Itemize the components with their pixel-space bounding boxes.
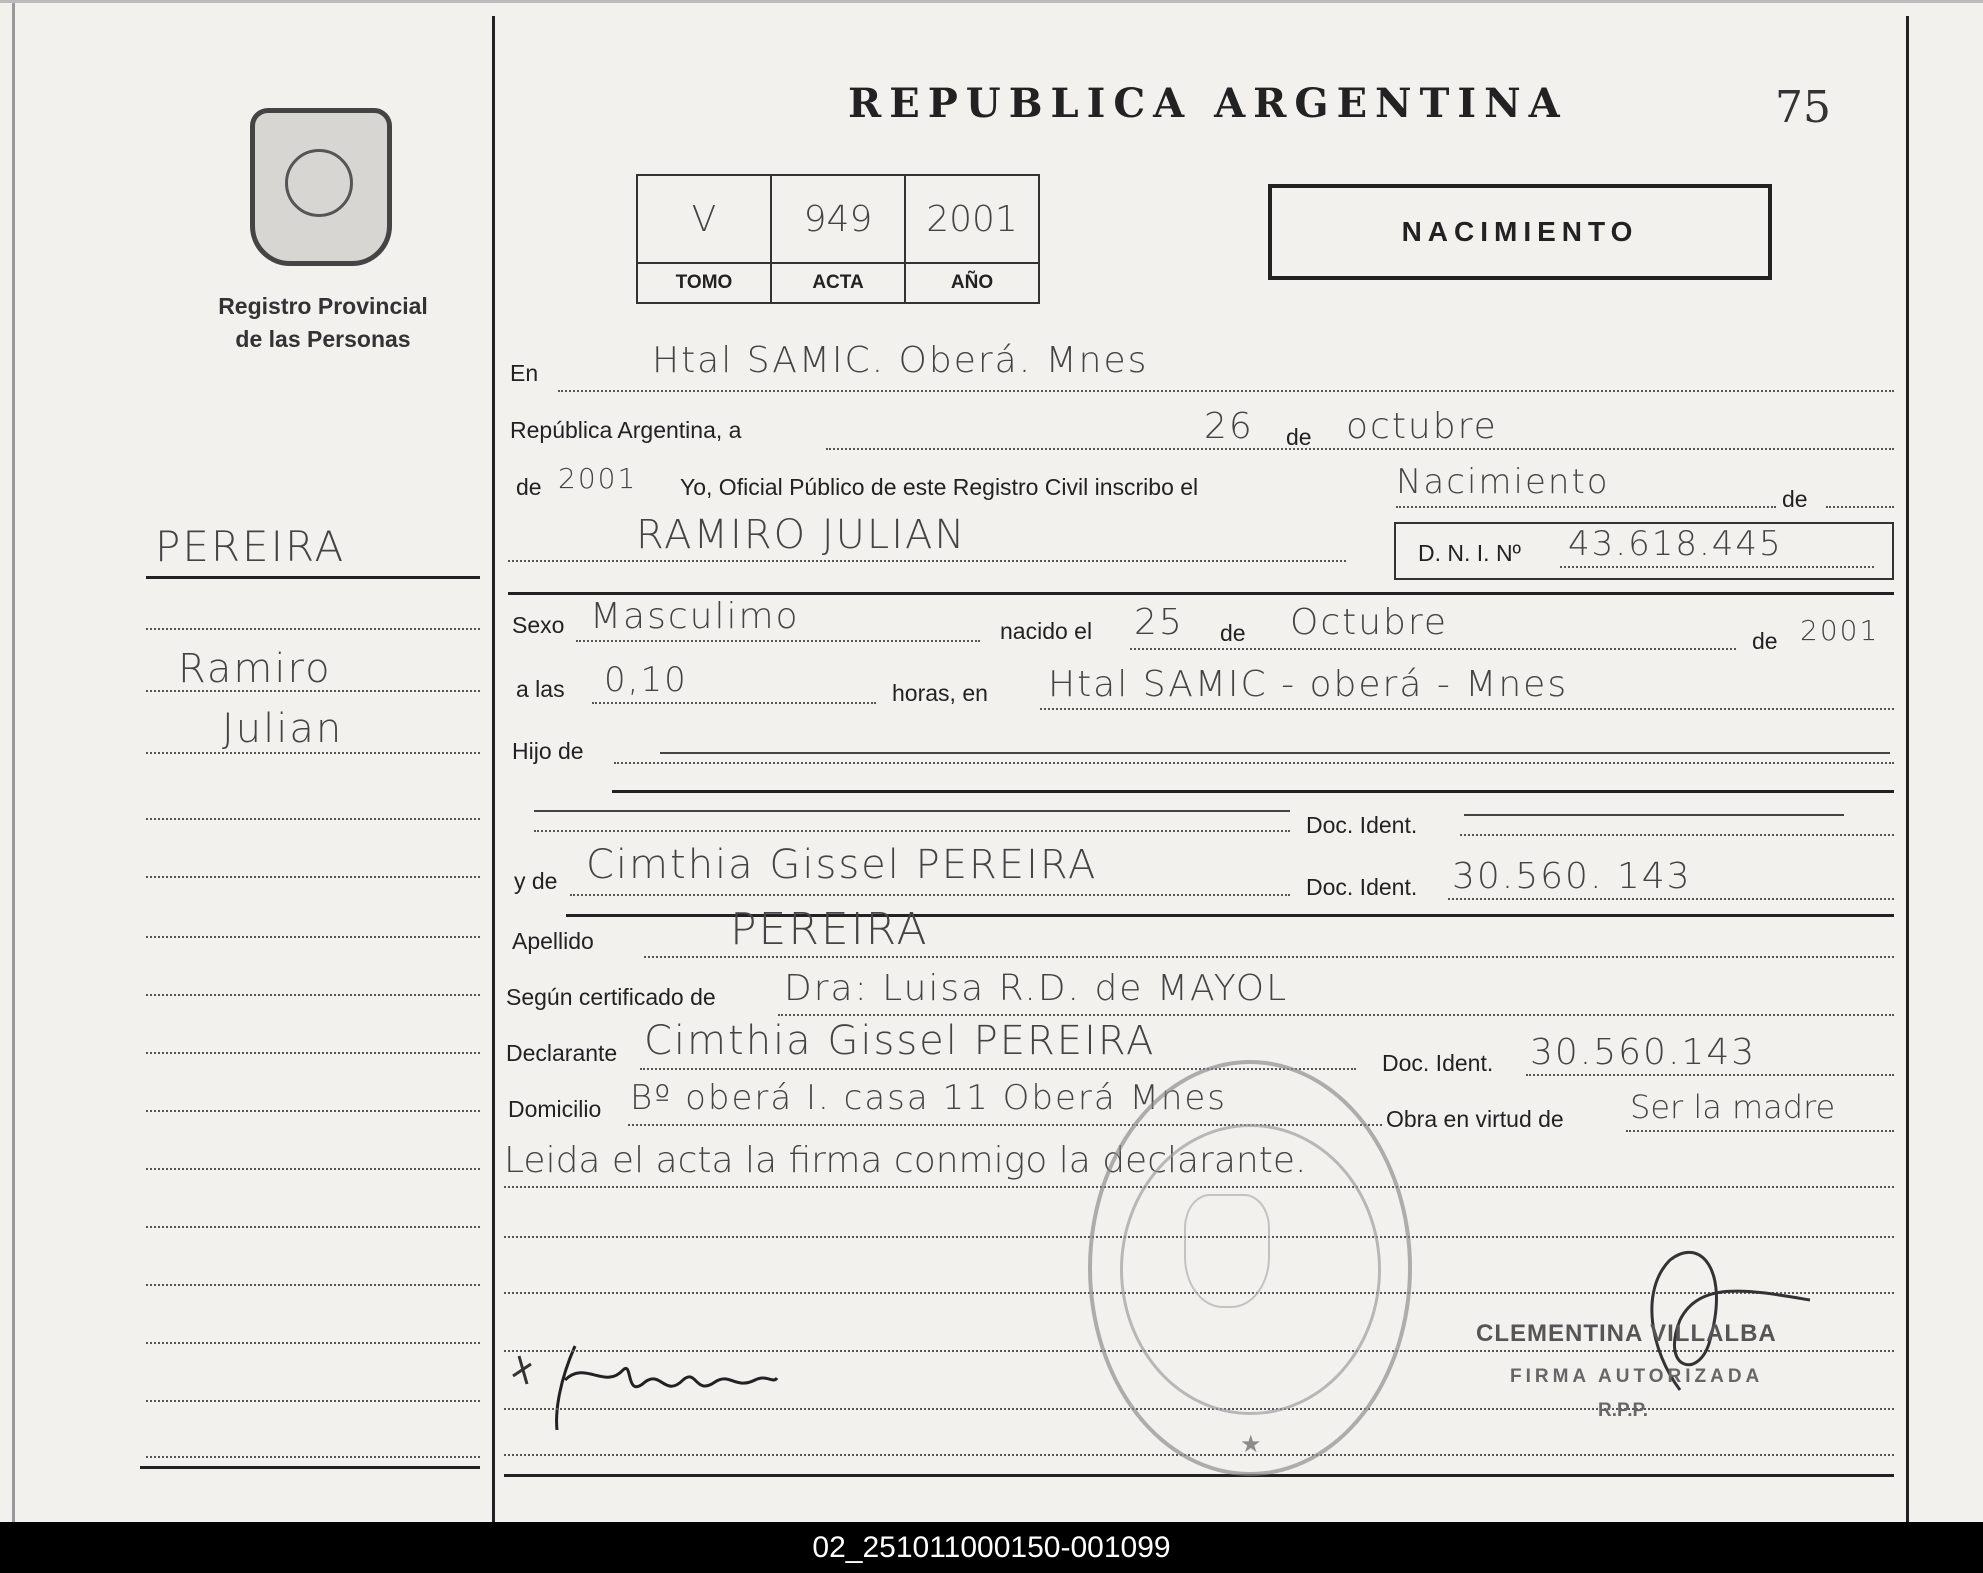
right-border bbox=[1906, 16, 1909, 1522]
father-doc-strike bbox=[1464, 814, 1844, 816]
birth-dots bbox=[1130, 648, 1736, 650]
father-doc-dots bbox=[1460, 834, 1894, 836]
official-stamp bbox=[1088, 1060, 1412, 1476]
declarante-doc: 30.560.143 bbox=[1530, 1032, 1757, 1073]
birth-time: 0,10 bbox=[604, 660, 688, 700]
acta-label: ACTA bbox=[771, 263, 905, 303]
margin-line bbox=[146, 576, 480, 579]
margin-dots bbox=[146, 1400, 480, 1402]
section-line bbox=[508, 592, 1894, 595]
birth-day: 25 bbox=[1134, 602, 1184, 643]
volume-box bbox=[636, 174, 1040, 304]
sun-emblem-icon bbox=[285, 149, 353, 217]
mother-doc: 30.560. 143 bbox=[1452, 856, 1692, 897]
de-label-3: de bbox=[1220, 620, 1246, 646]
mother-name: Cimthia Gissel PEREIRA bbox=[586, 842, 1098, 888]
leida-text: Leida el acta la firma conmigo la declarante. bbox=[504, 1140, 1307, 1181]
alas-label: a las bbox=[516, 676, 565, 702]
domicilio-label: Domicilio bbox=[508, 1096, 602, 1122]
dni-dots bbox=[1560, 566, 1874, 568]
child-name-dots bbox=[508, 560, 1346, 562]
margin-dots bbox=[146, 1110, 480, 1112]
de-dots bbox=[1826, 506, 1894, 508]
declarante-label: Declarante bbox=[506, 1040, 618, 1066]
declarante-doc-dots bbox=[1526, 1074, 1894, 1076]
margin-dots bbox=[146, 1284, 480, 1286]
signatory-name: CLEMENTINA VILLALBA bbox=[1476, 1320, 1777, 1347]
father-strike bbox=[534, 810, 1290, 812]
nacido-label: nacido el bbox=[1000, 618, 1093, 644]
republica-label: República Argentina, a bbox=[510, 417, 742, 443]
obra-label: Obra en virtud de bbox=[1386, 1106, 1564, 1132]
hijo-dots bbox=[614, 762, 1894, 764]
margin-dots bbox=[146, 1052, 480, 1054]
page-number: 75 bbox=[1775, 82, 1831, 133]
date-month: octubre bbox=[1346, 406, 1498, 447]
declarante-value: Cimthia Gissel PEREIRA bbox=[644, 1018, 1156, 1064]
en-dots bbox=[558, 390, 1894, 392]
de-label: de bbox=[1286, 424, 1312, 450]
mother-dots bbox=[570, 894, 1290, 896]
yde-label: y de bbox=[514, 868, 558, 894]
top-edge bbox=[0, 0, 1983, 3]
tomo-label: TOMO bbox=[637, 263, 771, 303]
anio-label: AÑO bbox=[905, 263, 1039, 303]
margin-dots bbox=[146, 628, 480, 630]
doc-ident-label-3: Doc. Ident. bbox=[1382, 1050, 1494, 1076]
margin-dots bbox=[146, 1226, 480, 1228]
mother-doc-dots bbox=[1448, 898, 1894, 900]
hijo-strike bbox=[660, 752, 1890, 754]
margin-dots bbox=[146, 752, 480, 754]
dni-value: 43.618.445 bbox=[1568, 524, 1783, 564]
registry-line-1: Registro Provincial bbox=[218, 293, 428, 319]
margin-given-1: Ramiro bbox=[178, 646, 332, 692]
inscribe-value: Nacimiento bbox=[1396, 462, 1610, 502]
apellido-dots bbox=[644, 956, 1894, 958]
yo-text: Yo, Oficial Público de este Registro Civil inscribo el bbox=[680, 474, 1199, 500]
tomo-value: V bbox=[637, 175, 771, 263]
margin-surname: PEREIRA bbox=[155, 522, 346, 571]
hijo-label: Hijo de bbox=[512, 738, 584, 764]
signatory-office: R.P.P. bbox=[1598, 1400, 1649, 1421]
hijo-line bbox=[612, 790, 1894, 793]
column-divider bbox=[492, 16, 495, 1522]
inscribe-dots bbox=[1396, 506, 1776, 508]
sexo-dots bbox=[576, 640, 980, 642]
time-dots bbox=[592, 702, 876, 704]
doc-ident-label-1: Doc. Ident. bbox=[1306, 812, 1418, 838]
segun-label: Según certificado de bbox=[506, 984, 716, 1010]
left-edge-line bbox=[12, 0, 15, 1522]
margin-dots bbox=[146, 876, 480, 878]
signatory-role: FIRMA AUTORIZADA bbox=[1510, 1366, 1764, 1387]
date-year: 2001 bbox=[558, 462, 638, 495]
birth-month: Octubre bbox=[1290, 602, 1449, 643]
registry-name bbox=[198, 290, 448, 356]
place-dots bbox=[1040, 708, 1894, 710]
dni-label: D. N. I. Nº bbox=[1418, 540, 1521, 566]
en-label: En bbox=[510, 360, 539, 386]
star-icon: ★ bbox=[1240, 1431, 1262, 1458]
misiones-coat-of-arms bbox=[250, 108, 392, 266]
stamp-emblem-icon bbox=[1184, 1194, 1270, 1308]
margin-dots bbox=[146, 818, 480, 820]
segun-dots bbox=[778, 1014, 1894, 1016]
margin-dots bbox=[146, 690, 480, 692]
date-day: 26 bbox=[1204, 406, 1254, 447]
registry-line-2: de las Personas bbox=[235, 326, 411, 352]
birth-place: Htal SAMIC - oberá - Mnes bbox=[1048, 664, 1569, 705]
obra-value: Ser la madre bbox=[1630, 1088, 1836, 1126]
image-code-bar: 02_251011000150-001099 bbox=[0, 1522, 1983, 1573]
margin-signature bbox=[505, 1340, 785, 1436]
birth-year: 2001 bbox=[1800, 614, 1880, 647]
margin-dots bbox=[146, 1342, 480, 1344]
margin-dots bbox=[146, 936, 480, 938]
apellido-value: PEREIRA bbox=[730, 904, 929, 955]
page-title: REPUBLICA ARGENTINA bbox=[848, 80, 1568, 127]
de-label-2: de bbox=[1782, 486, 1808, 512]
sexo-value: Masculimo bbox=[590, 596, 800, 637]
margin-dots bbox=[146, 1168, 480, 1170]
sexo-label: Sexo bbox=[512, 612, 565, 638]
child-name: RAMIRO JULIAN bbox=[636, 512, 967, 558]
bottom-line bbox=[504, 1474, 1894, 1477]
horas-label: horas, en bbox=[892, 680, 988, 706]
date-dots bbox=[826, 448, 1894, 450]
margin-bottom-line bbox=[140, 1466, 480, 1469]
en-value: Htal SAMIC. Oberá. Mnes bbox=[652, 340, 1149, 381]
domicilio-value: Bº oberá I. casa 11 Oberá Mnes bbox=[630, 1078, 1228, 1118]
father-dots bbox=[534, 830, 1290, 832]
apellido-label: Apellido bbox=[512, 928, 594, 954]
doc-ident-label-2: Doc. Ident. bbox=[1306, 874, 1418, 900]
obra-dots bbox=[1626, 1130, 1894, 1132]
record-type-box: NACIMIENTO bbox=[1268, 184, 1772, 280]
segun-value: Dra: Luisa R.D. de MAYOL bbox=[784, 968, 1289, 1009]
acta-value: 949 bbox=[771, 175, 905, 263]
de-year-label: de bbox=[516, 474, 542, 500]
anio-value: 2001 bbox=[905, 175, 1039, 263]
de-label-4: de bbox=[1752, 628, 1778, 654]
margin-dots bbox=[146, 1456, 480, 1458]
margin-given-2: Julian bbox=[222, 706, 344, 752]
margin-dots bbox=[146, 994, 480, 996]
